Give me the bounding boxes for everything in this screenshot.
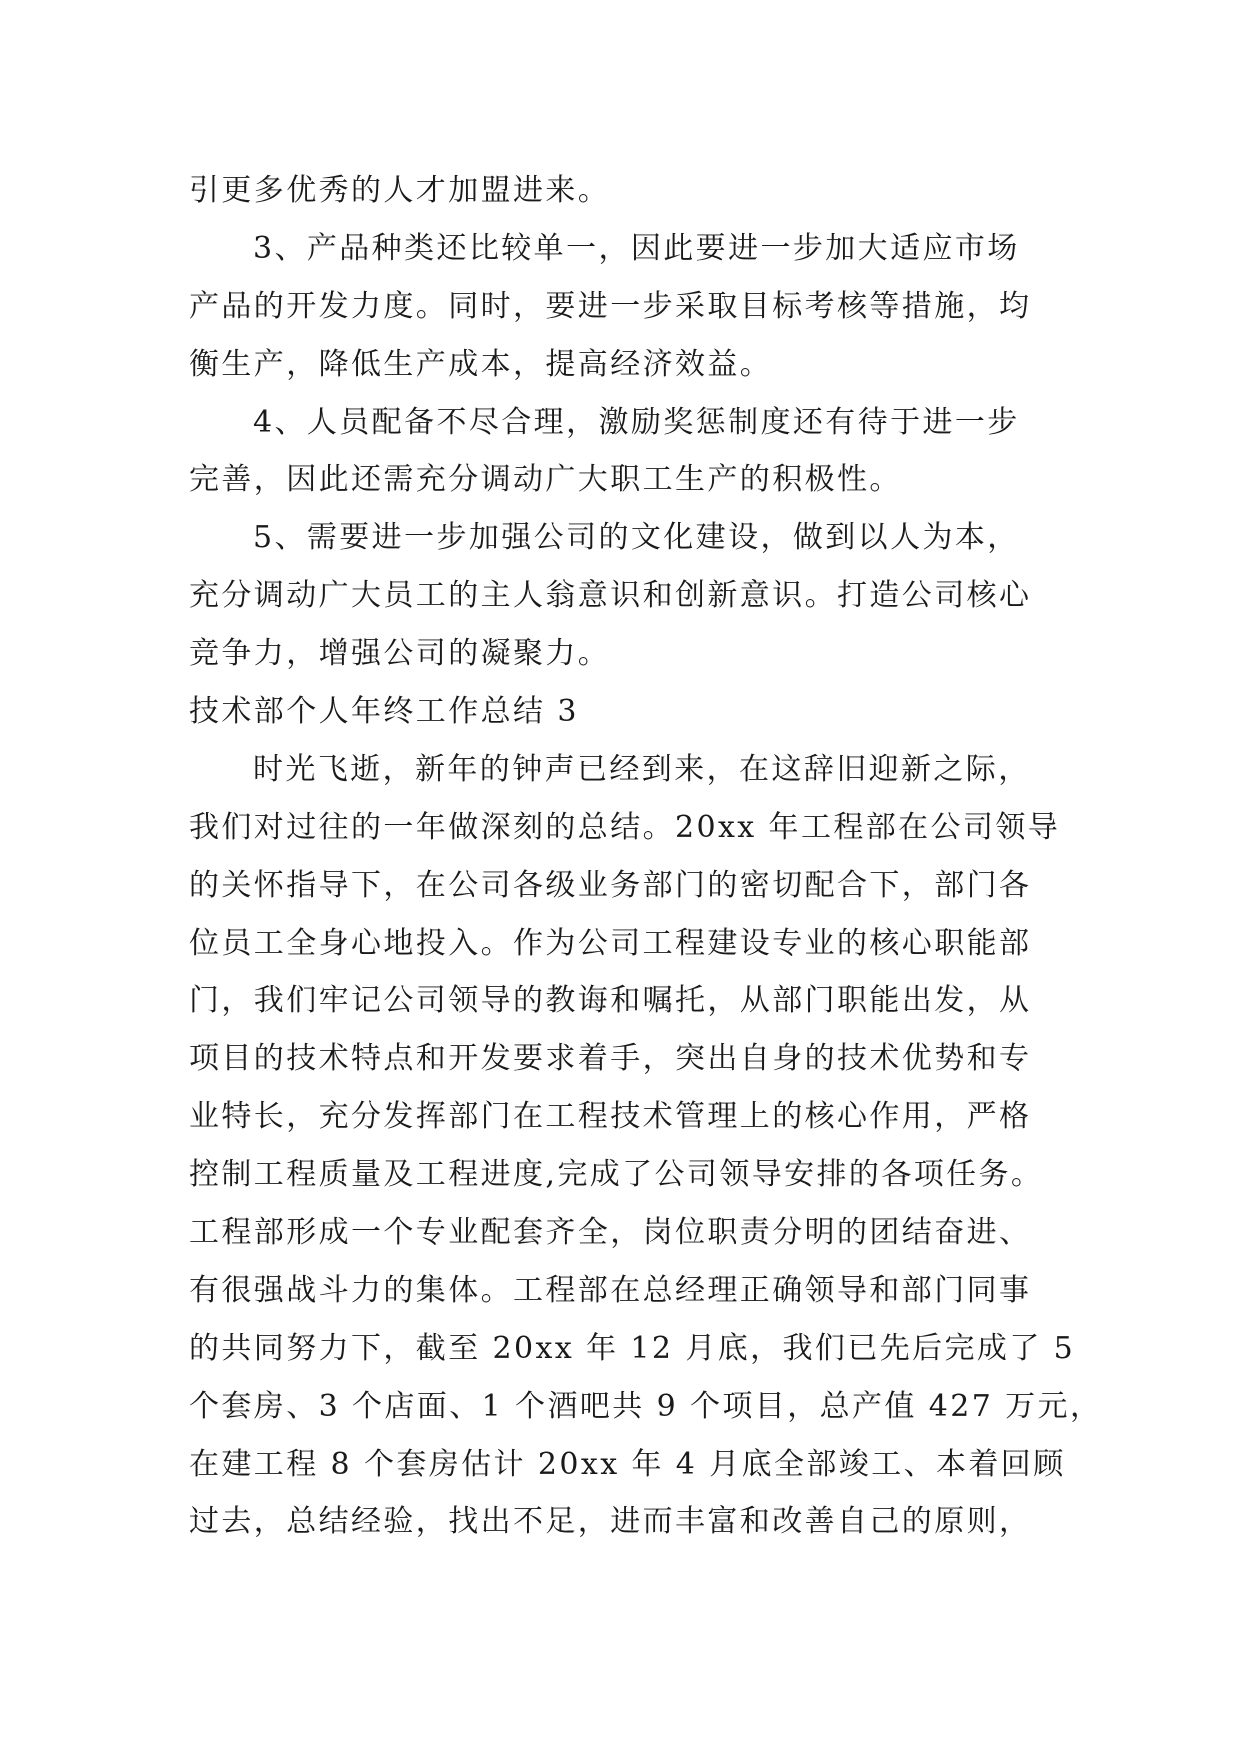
text-line: 产品的开发力度。同时，要进一步采取目标考核等措施，均 — [189, 288, 1032, 324]
text-line: 3、产品种类还比较单一，因此要进一步加大适应市场 — [253, 230, 1020, 266]
text-line: 5、需要进一步加强公司的文化建设，做到以人为本， — [253, 520, 1020, 556]
text-line: 衡生产，降低生产成本，提高经济效益。 — [189, 346, 773, 382]
text-line: 在建工程 8 个套房估计 20xx 年 4 月底全部竣工、本着回顾 — [189, 1446, 1066, 1482]
text-line: 业特长，充分发挥部门在工程技术管理上的核心作用，严格 — [189, 1099, 1032, 1135]
text-line: 门，我们牢记公司领导的教诲和嘱托，从部门职能出发，从 — [189, 983, 1032, 1019]
section-heading: 技术部个人年终工作总结 3 — [189, 694, 579, 730]
text-line: 有很强战斗力的集体。工程部在总经理正确领导和部门同事 — [189, 1272, 1032, 1308]
text-line: 项目的技术特点和开发要求着手，突出自身的技术优势和专 — [189, 1041, 1032, 1077]
text-line: 竞争力，增强公司的凝聚力。 — [189, 636, 611, 672]
text-line: 我们对过往的一年做深刻的总结。20xx 年工程部在公司领导 — [189, 809, 1061, 845]
text-line: 控制工程质量及工程进度,完成了公司领导安排的各项任务。 — [189, 1157, 1044, 1193]
text-line: 时光飞逝，新年的钟声已经到来，在这辞旧迎新之际， — [253, 751, 1031, 787]
text-line: 工程部形成一个专业配套齐全，岗位职责分明的团结奋进、 — [189, 1215, 1032, 1251]
text-line: 完善，因此还需充分调动广大职工生产的积极性。 — [189, 462, 902, 498]
text-line: 充分调动广大员工的主人翁意识和创新意识。打造公司核心 — [189, 578, 1032, 614]
text-line: 位员工全身心地投入。作为公司工程建设专业的核心职能部 — [189, 925, 1032, 961]
text-line: 引更多优秀的人才加盟进来。 — [189, 173, 611, 208]
text-line: 个套房、3 个店面、1 个酒吧共 9 个项目，总产值 427 万元， — [189, 1388, 1103, 1424]
document-body — [189, 162, 1103, 1551]
text-line: 的关怀指导下，在公司各级业务部门的密切配合下，部门各 — [189, 867, 1032, 903]
text-line: 4、人员配备不尽合理，激励奖惩制度还有待于进一步 — [253, 404, 1020, 440]
text-line: 的共同努力下，截至 20xx 年 12 月底，我们已先后完成了 5 — [189, 1330, 1076, 1366]
text-line: 过去，总结经验，找出不足，进而丰富和改善自己的原则， — [189, 1504, 1032, 1540]
